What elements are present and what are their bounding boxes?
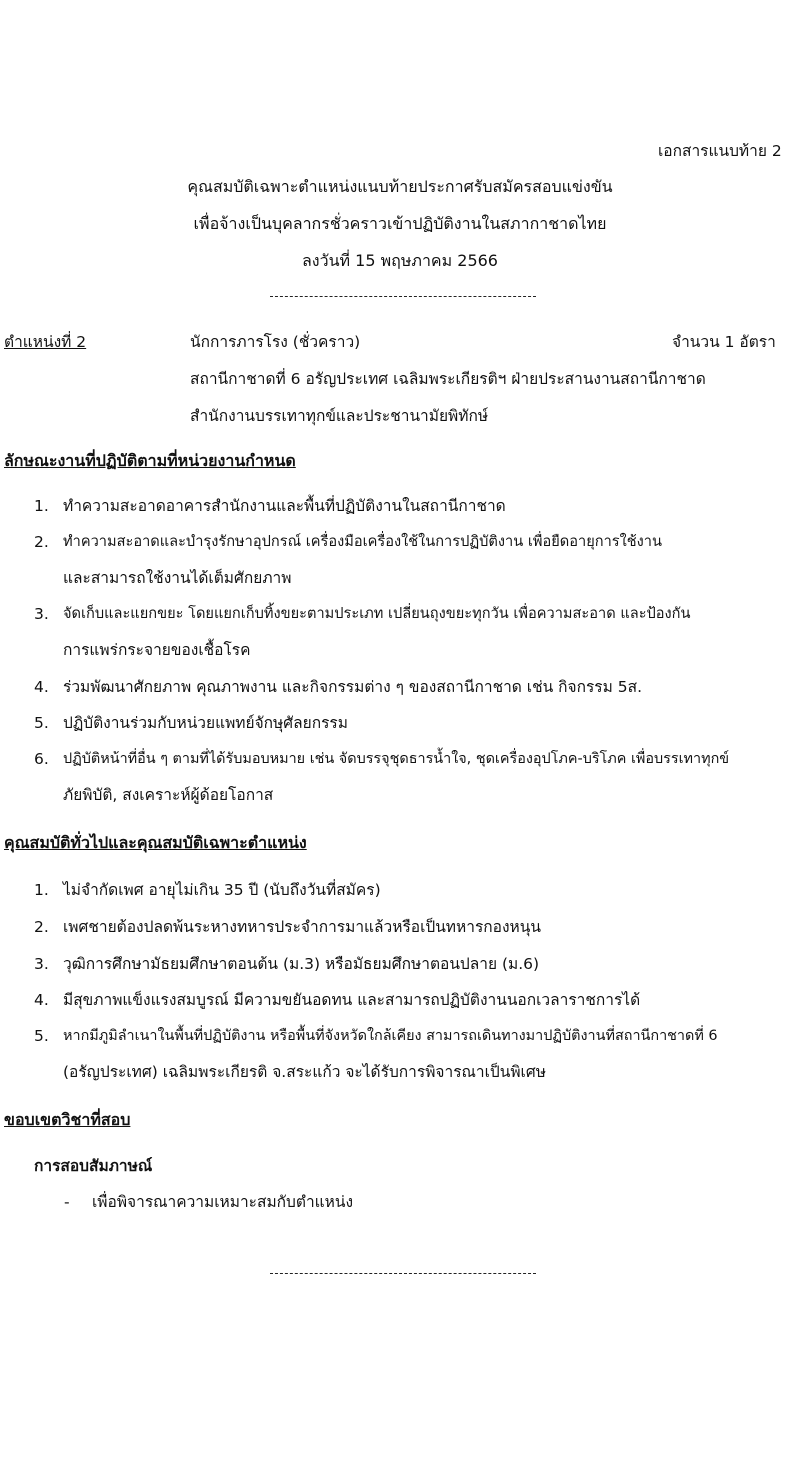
exam-type: การสอบสัมภาษณ์	[34, 1157, 153, 1175]
duty-text: ทำความสะอาดและบำรุงรักษาอุปกรณ์ เครื่องมือเครื่องใช้ในการปฏิบัติงาน เพื่อยืดอายุการใช้งาน	[63, 533, 662, 550]
qualification-number: 5.	[34, 1027, 49, 1045]
qualification-number: 1.	[34, 881, 49, 899]
qualification-text: ไม่จำกัดเพศ อายุไม่เกิน 35 ปี (นับถึงวันที่สมัคร)	[63, 881, 381, 899]
duty-number: 6.	[34, 750, 49, 768]
duty-number: 2.	[34, 533, 49, 551]
qualification-number: 2.	[34, 918, 49, 936]
exam-scope-heading: ขอบเขตวิชาที่สอบ	[4, 1110, 131, 1129]
position-label: ตำแหน่งที่ 2	[4, 333, 87, 351]
qualification-text: หากมีภูมิลำเนาในพื้นที่ปฏิบัติงาน หรือพื้นที่จังหวัดใกล้เคียง สามารถเดินทางมาปฏิบัติงานที่สถานีกาชาดที่ 6	[63, 1028, 718, 1044]
duty-text-continued: ภัยพิบัติ, สงเคราะห์ผู้ด้อยโอกาส	[63, 786, 274, 804]
duty-text: จัดเก็บและแยกขยะ โดยแยกเก็บทิ้งขยะตามประเภท เปลี่ยนถุงขยะทุกวัน เพื่อความสะอาด และป้องกัน	[63, 605, 691, 622]
duty-number: 5.	[34, 714, 49, 732]
attachment-label: เอกสารแนบท้าย 2	[658, 142, 782, 160]
title-line-2: เพื่อจ้างเป็นบุคลากรชั่วคราวเข้าปฏิบัติงานในสภากาชาดไทย	[193, 214, 607, 233]
footer-divider	[270, 1273, 536, 1274]
duty-number: 4.	[34, 678, 49, 696]
qualification-text-continued: (อรัญประเทศ) เฉลิมพระเกียรติ จ.สระแก้ว จะได้รับการพิจารณาเป็นพิเศษ	[63, 1063, 546, 1081]
position-quota: จำนวน 1 อัตรา	[672, 333, 776, 351]
duty-text: ร่วมพัฒนาศักยภาพ คุณภาพงาน และกิจกรรมต่าง ๆ ของสถานีกาชาด เช่น กิจกรรม 5ส.	[63, 678, 643, 696]
duty-number: 3.	[34, 605, 49, 623]
duty-text: ทำความสะอาดอาคารสำนักงานและพื้นที่ปฏิบัติงานในสถานีกาชาด	[63, 497, 506, 515]
position-unit-line-2: สำนักงานบรรเทาทุกข์และประชานามัยพิทักษ์	[190, 407, 489, 425]
qualification-number: 4.	[34, 991, 49, 1009]
header-divider	[270, 296, 536, 297]
position-unit-line-1: สถานีกาชาดที่ 6 อรัญประเทศ เฉลิมพระเกียรติฯ ฝ่ายประสานงานสถานีกาชาด	[190, 370, 706, 388]
title-line-1: คุณสมบัติเฉพาะตำแหน่งแนบท้ายประกาศรับสมัครสอบแข่งขัน	[187, 177, 613, 196]
qualifications-heading: คุณสมบัติทั่วไปและคุณสมบัติเฉพาะตำแหน่ง	[4, 833, 307, 852]
duty-text-continued: และสามารถใช้งานได้เต็มศักยภาพ	[63, 569, 292, 587]
duty-text: ปฏิบัติงานร่วมกับหน่วยแพทย์จักษุศัลยกรรม	[63, 714, 348, 732]
duty-text: ปฏิบัติหน้าที่อื่น ๆ ตามที่ได้รับมอบหมาย เช่น จัดบรรจุชุดธารน้ำใจ, ชุดเครื่องอุปโภค-บริโภค เพื่อบรรเทาทุกข์	[63, 751, 730, 767]
qualification-text: วุฒิการศึกษามัธยมศึกษาตอนต้น (ม.3) หรือมัธยมศึกษาตอนปลาย (ม.6)	[63, 955, 540, 973]
exam-bullet: -	[64, 1193, 70, 1211]
position-name: นักการภารโรง (ชั่วคราว)	[190, 333, 361, 351]
qualification-text: เพศชายต้องปลดพ้นระหางทหารประจำการมาแล้วหรือเป็นทหารกองหนุน	[63, 918, 541, 936]
duties-heading: ลักษณะงานที่ปฏิบัติตามที่หน่วยงานกำหนด	[4, 451, 296, 470]
exam-item: เพื่อพิจารณาความเหมาะสมกับตำแหน่ง	[92, 1193, 354, 1211]
qualification-text: มีสุขภาพแข็งแรงสมบูรณ์ มีความขยันอดทน และสามารถปฏิบัติงานนอกเวลาราชการได้	[63, 991, 641, 1009]
qualification-number: 3.	[34, 955, 49, 973]
duty-text-continued: การแพร่กระจายของเชื้อโรค	[63, 641, 251, 659]
duty-number: 1.	[34, 497, 49, 515]
title-date: ลงวันที่ 15 พฤษภาคม 2566	[302, 251, 498, 270]
